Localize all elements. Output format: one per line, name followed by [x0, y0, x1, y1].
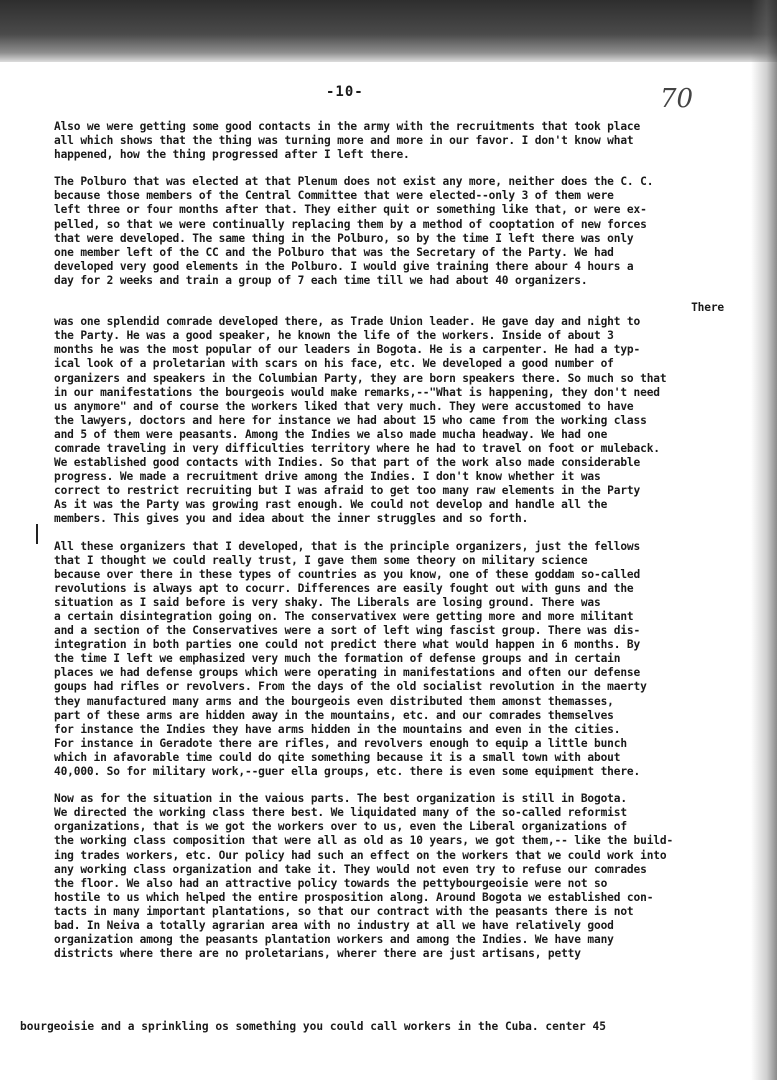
text-line: situation as I said before is very shaky. The Liberals are losing ground. There was	[54, 595, 601, 609]
text-line: left three or four months after that. They either quit or something like that, or were ex-	[54, 203, 647, 217]
text-line: and 5 of them were peasants. Among the Indies we also made mucha headway. We had one	[54, 427, 608, 441]
document-body	[54, 120, 744, 974]
text-line: day for 2 weeks and train a group of 7 each time till we had about 40 organizers.	[54, 273, 588, 287]
text-line: comrade traveling in very difficulties territory where he had to travel on foot or muleback.	[54, 441, 660, 455]
text-line: tacts in many important plantations, so that our contract with the peasants there is not	[54, 904, 634, 918]
text-line: developed very good elements in the Polburo. I would give training there abour 4 hours a	[54, 259, 634, 273]
text-line: pelled, so that we were continually replacing them by a method of cooptation of new forces	[54, 217, 647, 231]
text-line: The Polburo that was elected at that Plenum does not exist any more, neither does the C. C.	[54, 175, 654, 189]
text-line: There	[691, 301, 724, 315]
text-line: and a section of the Conservatives were a sort of left wing fascist group. There was dis-	[54, 624, 641, 638]
text-line: the Party. He was a good speaker, he known the life of the workers. Inside of about 3	[54, 329, 614, 343]
text-line: correct to restrict recruiting but I was afraid to get too many raw elements in the Party	[54, 484, 641, 498]
text-line: the lawyers, doctors and here for instance we had about 15 who came from the working class	[54, 413, 647, 427]
paragraph-4	[54, 540, 744, 780]
text-line: Now as for the situation in the vaious parts. The best organization is still in Bogota.	[54, 792, 627, 806]
text-line: all which shows that the thing was turning more and more in our favor. I don't know what	[54, 134, 634, 148]
text-line: We established good contacts with Indies. So that part of the work also made considerable	[54, 456, 641, 470]
text-line: happened, how the thing progressed after I left there.	[54, 148, 410, 162]
text-line: goups had rifles or revolvers. From the days of the old socialist revolution in the maerty	[54, 680, 647, 694]
text-line: ical look of a proletarian with scars on his face, etc. We developed a good number of	[54, 357, 614, 371]
handwritten-folio-number: 70	[660, 84, 694, 114]
text-line: revolutions is always apt to cocurr. Differences are easily fought out with guns and the	[54, 581, 634, 595]
text-line: bad. In Neiva a totally agrarian area with no industry at all we have relatively good	[54, 918, 614, 932]
text-line: organizations, that is we got the workers over to us, even the Liberal organizations of	[54, 820, 627, 834]
text-line: that were developed. The same thing in the Polburo, so by the time I left there was only	[54, 231, 634, 245]
text-line: that I thought we could really trust, I gave them some theory on military science	[54, 553, 588, 567]
text-line: We directed the working class there best. We liquidated many of the so-called reformist	[54, 806, 627, 820]
paragraph-1	[54, 120, 744, 162]
text-line: places we had defense groups which were operating in manifestations and often our defense	[54, 666, 641, 680]
text-line: All these organizers that I developed, that is the principle organizers, just the fellows	[54, 539, 641, 553]
text-line: one member left of the CC and the Polburo that was the Secretary of the Party. We had	[54, 245, 614, 259]
text-line: which in afavorable time could do qite something because it is a small town with about	[54, 750, 621, 764]
text-line: organizers and speakers in the Columbian Party, they are born speakers there. So much so that	[54, 371, 667, 385]
text-line: for instance the Indies they have arms hidden in the mountains and even in the cities.	[54, 722, 621, 736]
text-line: because those members of the Central Committee that were elected--only 3 of them were	[54, 189, 614, 203]
text-line: Also we were getting some good contacts in the army with the recruitments that took place	[54, 120, 641, 133]
margin-mark	[36, 524, 38, 544]
text-line: any working class organization and take it. They would not even try to refuse our comrades	[54, 862, 647, 876]
paragraph-5	[54, 792, 744, 961]
text-line: the floor. We also had an attractive policy towards the pettybourgeoisie were not so	[54, 876, 608, 890]
text-line: us anymore" and of course the workers liked that very much. They were accustomed to have	[54, 399, 634, 413]
text-line: members. This gives you and idea about the inner struggles and so forth.	[54, 512, 529, 526]
text-line: integration in both parties one could not predict there what would happen in 6 months. By	[54, 638, 641, 652]
text-line: they manufactured many arms and the bourgeois even distributed them amonst themasses,	[54, 694, 614, 708]
text-line: months he was the most popular of our leaders in Bogota. He is a carpenter. He had a typ-	[54, 343, 641, 357]
text-line: was one splendid comrade developed there, as Trade Union leader. He gave day and night to	[54, 315, 641, 329]
text-line: 40,000. So for military work,--guer ella groups, etc. there is even some equipment there.	[54, 765, 641, 779]
paragraph-3	[54, 301, 744, 527]
text-line: districts where there are no proletarians, wherer there are just artisans, petty	[54, 947, 581, 961]
text-line: progress. We made a recruitment drive among the Indies. I don't know whether it was	[54, 470, 601, 484]
text-line: a certain disintegration going on. The conservativex were getting more and more militant	[54, 610, 634, 623]
text-line: hostile to us which helped the entire prosposition along. Around Bogota we established con-	[54, 890, 654, 904]
page-number: -10-	[326, 84, 364, 100]
text-line: the time I left we emphasized very much the formation of defense groups and in certain	[54, 652, 621, 666]
footer-line: bourgeoisie and a sprinkling os something you could call workers in the Cuba. center 45	[20, 1020, 606, 1033]
text-line: in our manifestations the bourgeois would make remarks,--"What is happening, they don't need	[54, 385, 660, 399]
text-line: For instance in Geradote there are rifles, and revolvers enough to equip a little bunch	[54, 736, 627, 750]
text-line: ing trades workers, etc. Our policy had such an effect on the workers that we could work into	[54, 848, 667, 862]
document-page	[0, 62, 777, 1080]
text-line: because over there in these types of countries as you know, one of these goddam so-called	[54, 567, 641, 581]
text-line: the working class composition that were all as old as 10 years, we got them,-- like the build-	[54, 834, 674, 848]
text-line: As it was the Party was growing rast enough. We could not develop and handle all the	[54, 498, 608, 512]
scan-top-band	[0, 0, 777, 62]
paragraph-2	[54, 175, 744, 288]
text-line: organization among the peasants plantation workers and among the Indies. We have many	[54, 933, 614, 947]
text-line: part of these arms are hidden away in the mountains, etc. and our comrades themselves	[54, 708, 614, 722]
